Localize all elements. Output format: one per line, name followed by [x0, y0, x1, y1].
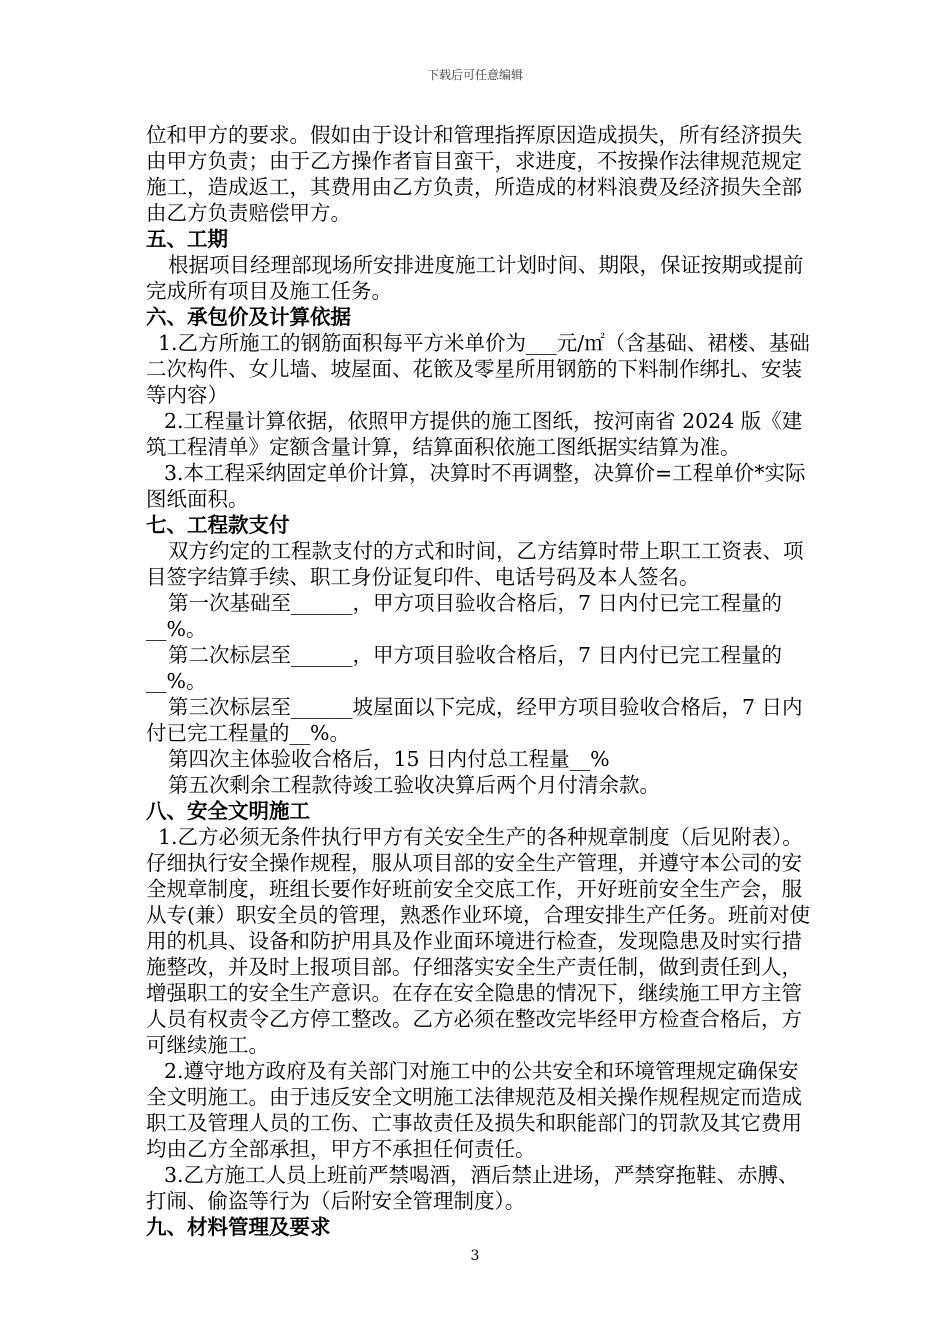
- paragraph: 第五次剩余工程款待竣工验收决算后两个月付清余款。: [168, 773, 660, 797]
- paragraph: 第三次标层至______坡屋面以下完成，经甲方项目验收合格后，7 日内付已完工程量的__%。: [146, 695, 803, 745]
- section-heading: 九、材料管理及要求: [146, 1215, 331, 1239]
- section-heading: 八、安全文明施工: [146, 799, 310, 823]
- paragraph: 2.遵守地方政府及有关部门对施工中的公共安全和环境管理规定确保安全文明施工。由于违反安全文明施工法律规范及相关操作规程规定而造成职工及管理人员的工伤、亡事故责任及损失和职能部门的罚款及其它费用均由乙方全部承担，甲方不承担任何责任。: [146, 1059, 802, 1161]
- paragraph: 1.乙方必须无条件执行甲方有关安全生产的各种规章制度（后见附表）。仔细执行安全操作规程，服从项目部的安全生产管理，并遵守本公司的安全规章制度，班组长要作好班前安全交底工作，开好班前安全生产会，服从专(兼）职安全员的管理，熟悉作业环境，合理安排生产任务。班前对使用的机具、设备和防护用具及作业面环境进行检查，发现隐患及时实行措施整改，并及时上报项目部。仔细落实安全生产责任制，做到责任到人，增强职工的安全生产意识。在存在安全隐患的情况下，继续施工甲方主管人员有权责令乙方停工整改。乙方必须在整改完毕经甲方检查合格后，方可继续施工。: [146, 825, 810, 1057]
- paragraph: 第二次标层至______，甲方项目验收合格后，7 日内付已完工程量的__%。: [146, 643, 783, 693]
- section-heading: 五、工期: [146, 227, 228, 251]
- paragraph: 2.工程量计算依据，依照甲方提供的施工图纸，按河南省 2024 版《建筑工程清单》定额含量计算，结算面积依施工图纸据实结算为准。: [146, 409, 803, 459]
- paragraph: 位和甲方的要求。假如由于设计和管理指挥原因造成损失，所有经济损失由甲方负责；由于乙方操作者盲目蛮干，求进度，不按操作法律规范规定施工，造成返工，其费用由乙方负责，所造成的材料浪费及经济损失全部由乙方负责赔偿甲方。: [146, 123, 802, 225]
- paragraph: 3.本工程采纳固定单价计算，决算时不再调整，决算价=工程单价*实际图纸面积。: [146, 461, 806, 511]
- page-header: 下载后可任意编辑: [426, 68, 523, 82]
- paragraph: 1.乙方所施工的钢筋面积每平方米单价为___元/㎡（含基础、裙楼、基础二次构件、女儿墙、坡屋面、花篏及零星所用钢筋的下料制作绑扎、安装等内容）: [146, 331, 810, 407]
- paragraph: 第四次主体验收合格后，15 日内付总工程量__%: [168, 747, 610, 771]
- paragraph: 根据项目经理部现场所安排进度施工计划时间、期限，保证按期或提前完成所有项目及施工任务。: [146, 253, 804, 303]
- section-heading: 七、工程款支付: [146, 513, 290, 537]
- page-number: 3: [470, 1248, 480, 1264]
- paragraph: 3.乙方施工人员上班前严禁喝酒，酒后禁止进场，严禁穿拖鞋、赤膊、打闹、偷盗等行为（后附安全管理制度）。: [146, 1163, 799, 1213]
- document-body: [146, 122, 810, 1240]
- paragraph: 第一次基础至______，甲方项目验收合格后，7 日内付已完工程量的__%。: [146, 591, 783, 641]
- paragraph: 双方约定的工程款支付的方式和时间，乙方结算时带上职工工资表、项目签字结算手续、职工身份证复印件、电话号码及本人签名。: [146, 539, 804, 589]
- section-heading: 六、承包价及计算依据: [146, 305, 351, 329]
